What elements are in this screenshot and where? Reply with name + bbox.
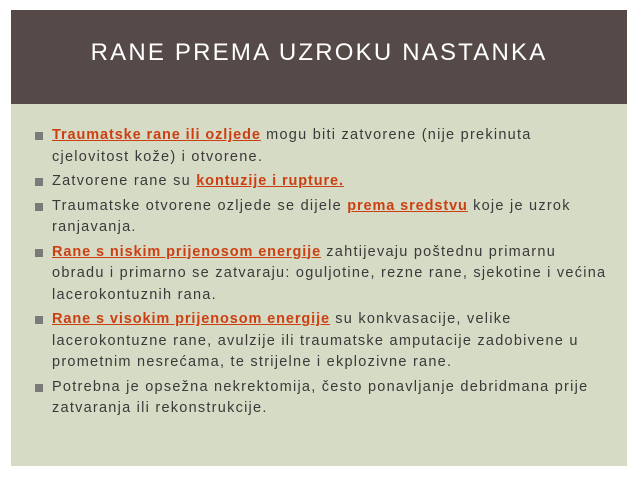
bullet-text: Potrebna je opsežna nekrektomija, često ponavljanje debridmana prije zatvaranja ili rekonstrukcije.	[52, 378, 589, 416]
highlighted-term: kontuzije i rupture.	[196, 173, 344, 189]
bullet-square-icon	[35, 132, 43, 140]
bullet-item	[35, 309, 607, 374]
highlighted-term: Traumatske rane ili ozljede	[52, 127, 261, 143]
bullet-item	[35, 125, 607, 168]
bullet-item	[35, 171, 607, 193]
bullet-text: koje je uzrok ranjavanja.	[52, 197, 571, 235]
bullet-square-icon	[35, 203, 43, 211]
bullet-text: su konkvasacije, velike lacerokontuzne rane, avulzije ili traumatske amputacije zadobivene u prometnim nesrećama, te strijelne i ekplozivne rane.	[52, 311, 579, 370]
bullet-item	[35, 196, 607, 239]
highlighted-term: Rane s niskim prijenosom energije	[52, 243, 322, 260]
slide	[11, 10, 627, 466]
highlighted-term: prema sredstvu	[347, 197, 468, 214]
bullet-square-icon	[35, 178, 43, 186]
bullet-text: Traumatske otvorene ozljede se dijele	[52, 197, 348, 214]
slide-title: RANE PREMA UZROKU NASTANKA	[90, 38, 548, 66]
bullet-square-icon	[35, 249, 43, 257]
bullet-text: Zatvorene rane su	[52, 173, 197, 189]
bullet-square-icon	[35, 384, 43, 392]
bullet-square-icon	[35, 316, 43, 324]
bullet-list	[35, 125, 607, 423]
highlighted-term: Rane s visokim prijenosom energije	[52, 311, 330, 327]
bullet-text: zahtijevaju poštednu primarnu obradu i primarno se zatvaraju: oguljotine, rezne rane, sjekotine i većina lacerokontuznih rana.	[52, 243, 607, 303]
bullet-item	[35, 242, 607, 307]
bullet-item	[35, 377, 607, 420]
bullet-text: mogu biti zatvorene (nije prekinuta cjelovitost kože) i otvorene.	[52, 127, 532, 165]
slide-header	[11, 10, 627, 104]
